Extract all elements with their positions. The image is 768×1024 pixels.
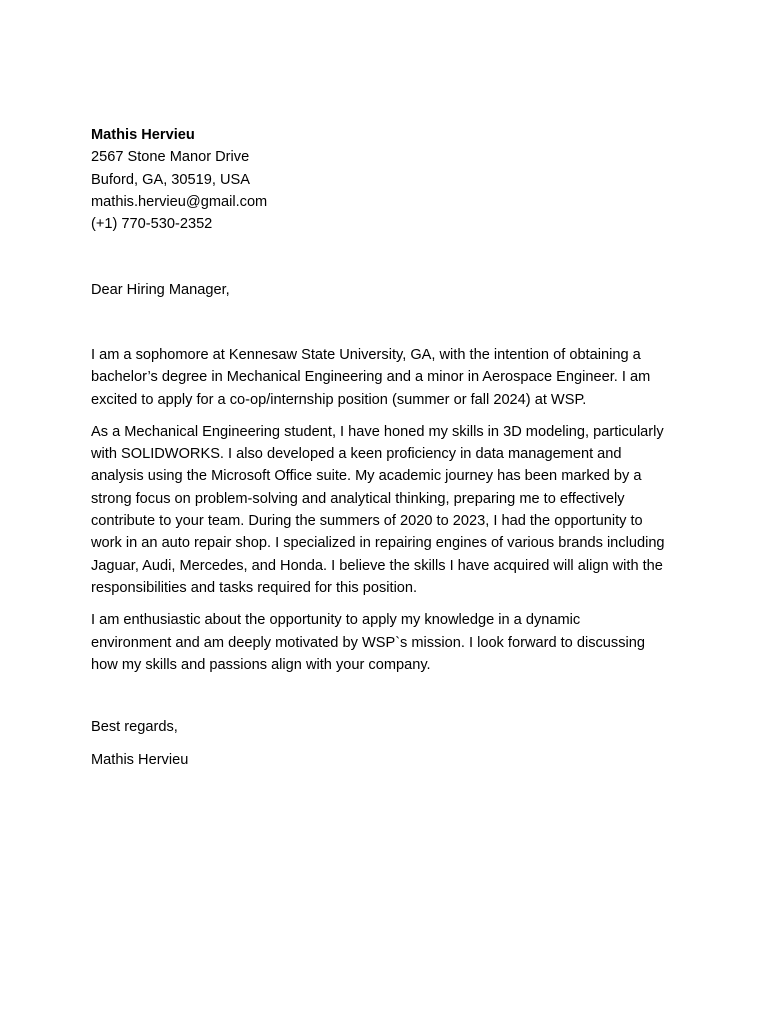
sender-name: Mathis Hervieu — [91, 127, 195, 143]
body-line: bachelor’s degree in Mechanical Engineering and a minor in Aerospace Engineer. I am — [91, 369, 651, 386]
sender-address-line1: 2567 Stone Manor Drive — [91, 149, 250, 166]
sender-block — [91, 124, 691, 235]
body-line: Jaguar, Audi, Mercedes, and Honda. I believe the skills I have acquired will align with the — [91, 557, 663, 574]
body-line: I am enthusiastic about the opportunity to apply my knowledge in a dynamic — [91, 612, 581, 629]
paragraph-intro — [91, 344, 681, 411]
sender-phone: (+1) 770-530-2352 — [91, 216, 213, 233]
sender-address-line2: Buford, GA, 30519, USA — [91, 171, 250, 188]
body-line: analysis using the Microsoft Office suite. My academic journey has been marked by a — [91, 468, 642, 485]
letter-body — [91, 344, 681, 686]
body-line: how my skills and passions align with your company. — [91, 656, 431, 673]
body-line: with SOLIDWORKS. I also developed a keen proficiency in data management and — [91, 446, 622, 463]
salutation: Dear Hiring Manager, — [91, 282, 230, 298]
body-line: environment and am deeply motivated by WSP`s mission. I look forward to discussing — [91, 634, 645, 651]
paragraph-skills — [91, 421, 681, 599]
body-line: work in an auto repair shop. I specialized in repairing engines of various brands including — [91, 535, 665, 552]
body-line: strong focus on problem-solving and analytical thinking, preparing me to effectively — [91, 490, 625, 507]
body-line: excited to apply for a co-op/internship position (summer or fall 2024) at WSP. — [91, 391, 587, 408]
body-line: responsibilities and tasks required for this position. — [91, 579, 418, 596]
body-line: I am a sophomore at Kennesaw State University, GA, with the intention of obtaining a — [91, 347, 641, 363]
signature-name: Mathis Hervieu — [91, 752, 189, 768]
body-line: contribute to your team. During the summers of 2020 to 2023, I had the opportunity to — [91, 513, 643, 530]
paragraph-closing — [91, 609, 681, 676]
sender-email: mathis.hervieu@gmail.com — [91, 193, 268, 210]
body-line: As a Mechanical Engineering student, I have honed my skills in 3D modeling, particularly — [91, 423, 664, 440]
closing-phrase: Best regards, — [91, 719, 178, 735]
